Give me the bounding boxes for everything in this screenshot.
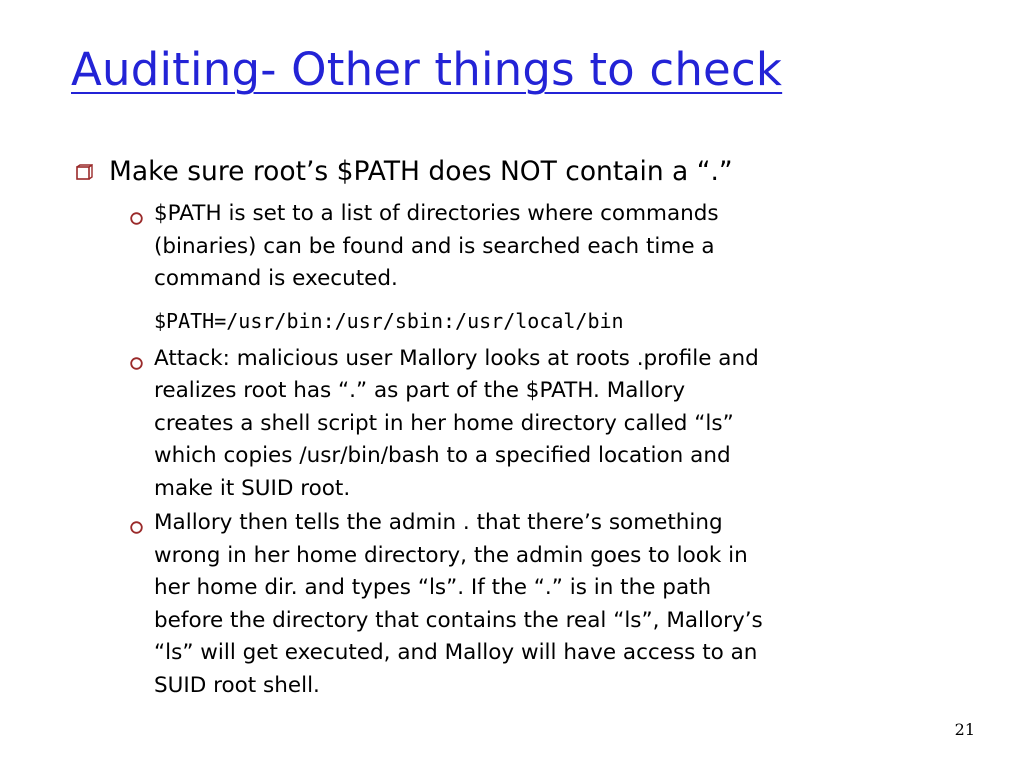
sub-bullet-line: wrong in her home directory, the admin goes to look in	[154, 542, 748, 568]
sub-bullet-line: creates a shell script in her home directory called “ls”	[154, 410, 734, 436]
square-box-icon	[76, 164, 93, 181]
sub-bullet-line: “ls” will get executed, and Malloy will have access to an	[154, 640, 758, 665]
sub-bullet-line: make it SUID root.	[154, 475, 351, 501]
sub-bullet-line: command is executed.	[154, 266, 398, 291]
circle-bullet-icon	[130, 357, 143, 370]
sub-bullet-item	[130, 198, 930, 296]
slide-title: Auditing- Other things to check	[71, 43, 783, 96]
sub-bullet-line: $PATH is set to a list of directories where commands	[154, 201, 719, 226]
sub-bullet-line: which copies /usr/bin/bash to a specified location and	[154, 443, 731, 468]
circle-bullet-icon	[130, 212, 143, 225]
sub-bullet-item	[130, 343, 930, 506]
sub-bullet-line: her home dir. and types “ls”. If the “.” is in the path	[154, 575, 712, 600]
sub-bullet-line: SUID root shell.	[154, 672, 320, 698]
sub-bullet-line: (binaries) can be found and is searched each time a	[154, 233, 715, 259]
sub-bullet-line: Attack: malicious user Mallory looks at roots .profile and	[154, 345, 759, 371]
sub-bullet-line: Mallory then tells the admin . that there’s something	[154, 510, 723, 535]
page-number: 21	[954, 720, 975, 739]
sub-bullet-line: before the directory that contains the real “ls”, Mallory’s	[154, 607, 763, 633]
circle-bullet-icon	[130, 521, 143, 534]
main-bullet-text: Make sure root’s $PATH does NOT contain a “.”	[109, 156, 733, 187]
main-bullet	[74, 150, 954, 194]
sub-bullet-list	[130, 198, 930, 702]
main-bullet-row	[74, 150, 954, 194]
sub-bullet-item	[130, 507, 930, 702]
sub-bullet-line: realizes root has “.” as part of the $PATH. Mallory	[154, 378, 686, 403]
path-code-example: $PATH=/usr/bin:/usr/sbin:/usr/local/bin	[154, 308, 624, 333]
